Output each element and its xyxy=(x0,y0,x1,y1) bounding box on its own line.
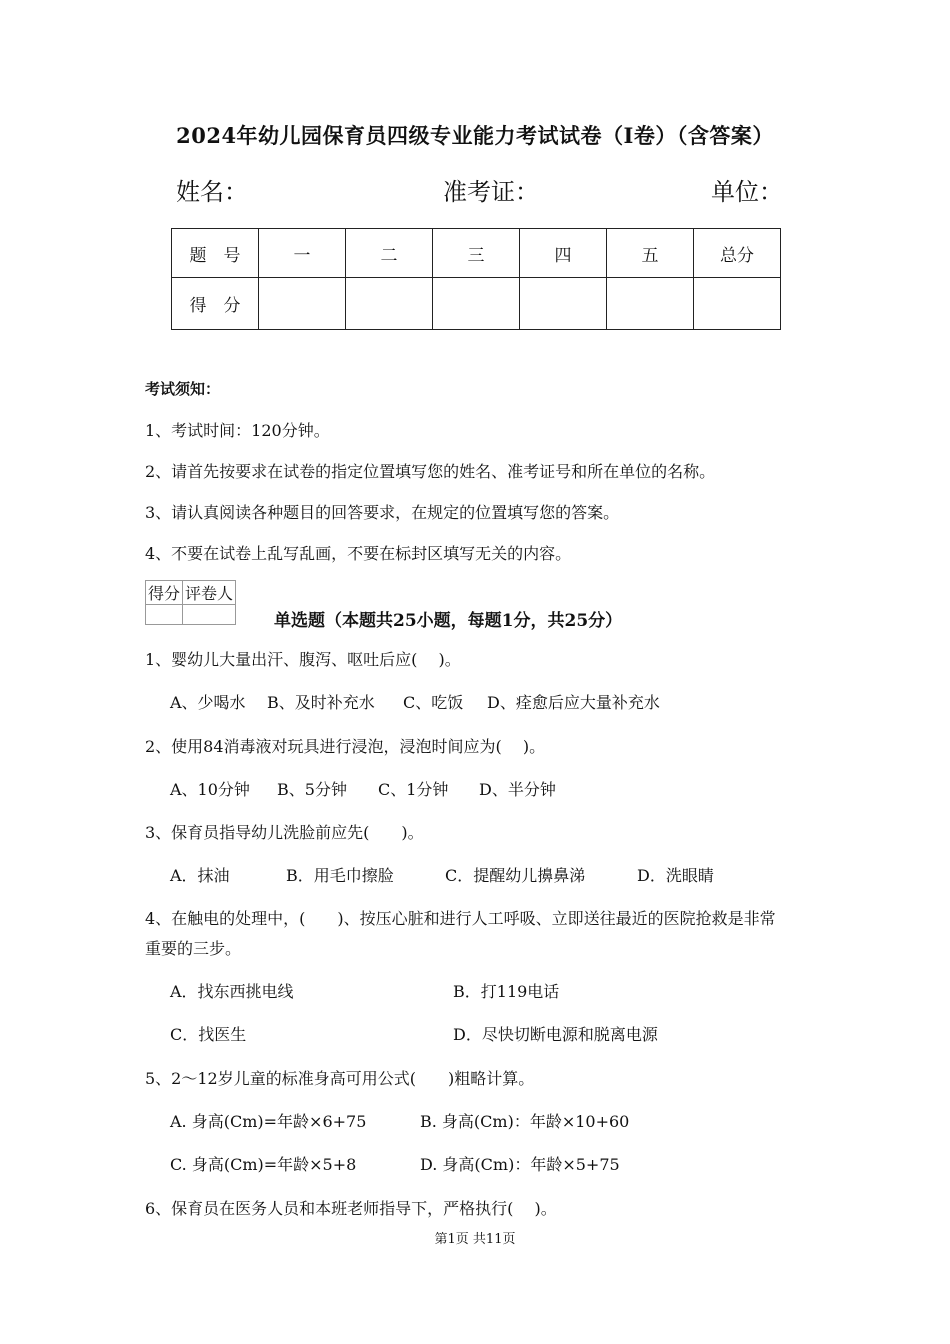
question-option: D. 身高(Cm)：年龄×5+75 xyxy=(420,1155,620,1174)
score-header-cell: 三 xyxy=(433,229,520,278)
score-table xyxy=(171,228,781,330)
question-option: C．找医生 xyxy=(170,1025,247,1044)
grader-score-cell[interactable] xyxy=(146,605,183,625)
score-row-label: 得 分 xyxy=(172,278,259,330)
exam-id-field-label: 准考证： xyxy=(443,178,539,206)
question-option: C、1分钟 xyxy=(378,780,449,799)
note-item: 3、请认真阅读各种题目的回答要求，在规定的位置填写您的答案。 xyxy=(145,503,620,522)
grader-reviewer-label: 评卷人 xyxy=(183,581,236,605)
question-option: B、及时补充水 xyxy=(267,693,375,712)
question-option: C．提醒幼儿擤鼻涕 xyxy=(445,866,586,885)
question-option: D．尽快切断电源和脱离电源 xyxy=(453,1025,658,1044)
score-header-cell: 一 xyxy=(259,229,346,278)
note-item: 4、不要在试卷上乱写乱画，不要在标封区填写无关的内容。 xyxy=(145,544,572,563)
score-header-cell: 二 xyxy=(346,229,433,278)
section-title: 单选题（本题共25小题，每题1分，共25分） xyxy=(274,611,623,631)
question-option: A．抹油 xyxy=(170,866,230,885)
score-table-score-row xyxy=(172,278,781,330)
question-option: A．找东西挑电线 xyxy=(170,982,294,1001)
question-option: B、5分钟 xyxy=(277,780,347,799)
note-item: 1、考试时间：120分钟。 xyxy=(145,421,330,440)
score-header-cell: 题 号 xyxy=(172,229,259,278)
question-option: A、少喝水 xyxy=(170,693,246,712)
question-option: A、10分钟 xyxy=(170,780,250,799)
score-cell[interactable] xyxy=(694,278,781,330)
question-stem: 4、在触电的处理中，( )、按压心脏和进行人工呼吸、立即送往最近的医院抢救是非常 xyxy=(145,909,776,928)
question-option: B．用毛巾擦脸 xyxy=(286,866,394,885)
grader-table xyxy=(145,580,236,625)
notes-heading: 考试须知： xyxy=(145,380,221,398)
question-stem: 2、使用84消毒液对玩具进行浸泡，浸泡时间应为( )。 xyxy=(145,737,546,756)
question-option: C. 身高(Cm)=年龄×5+8 xyxy=(170,1155,357,1174)
question-option: C、吃饭 xyxy=(403,693,464,712)
question-stem: 6、保育员在医务人员和本班老师指导下，严格执行( )。 xyxy=(145,1199,557,1218)
score-header-cell: 总分 xyxy=(694,229,781,278)
question-option: B. 身高(Cm)：年龄×10+60 xyxy=(420,1112,630,1131)
score-cell[interactable] xyxy=(433,278,520,330)
question-option: D．洗眼睛 xyxy=(637,866,714,885)
question-stem: 1、婴幼儿大量出汗、腹泻、呕吐后应( )。 xyxy=(145,650,461,669)
grader-reviewer-cell[interactable] xyxy=(183,605,236,625)
question-stem: 5、2～12岁儿童的标准身高可用公式( )粗略计算。 xyxy=(145,1069,535,1088)
score-header-cell: 五 xyxy=(607,229,694,278)
question-option: D、半分钟 xyxy=(479,780,556,799)
name-field-label: 姓名： xyxy=(176,178,248,206)
question-stem-continued: 重要的三步。 xyxy=(145,939,242,958)
question-stem: 3、保育员指导幼儿洗脸前应先( )。 xyxy=(145,823,424,842)
grader-score-label: 得分 xyxy=(146,581,183,605)
score-cell[interactable] xyxy=(346,278,433,330)
question-option: B．打119电话 xyxy=(453,982,560,1001)
page-footer: 第1页 共11页 xyxy=(434,1232,516,1247)
exam-title: 2024年幼儿园保育员四级专业能力考试试卷（I卷）（含答案） xyxy=(176,123,774,148)
score-table-header-row xyxy=(172,229,781,278)
score-cell[interactable] xyxy=(607,278,694,330)
score-header-cell: 四 xyxy=(520,229,607,278)
unit-field-label: 单位： xyxy=(711,178,783,206)
question-option: D、痊愈后应大量补充水 xyxy=(487,693,660,712)
note-item: 2、请首先按要求在试卷的指定位置填写您的姓名、准考证号和所在单位的名称。 xyxy=(145,462,716,481)
question-option: A. 身高(Cm)=年龄×6+75 xyxy=(170,1112,367,1131)
score-cell[interactable] xyxy=(520,278,607,330)
score-cell[interactable] xyxy=(259,278,346,330)
